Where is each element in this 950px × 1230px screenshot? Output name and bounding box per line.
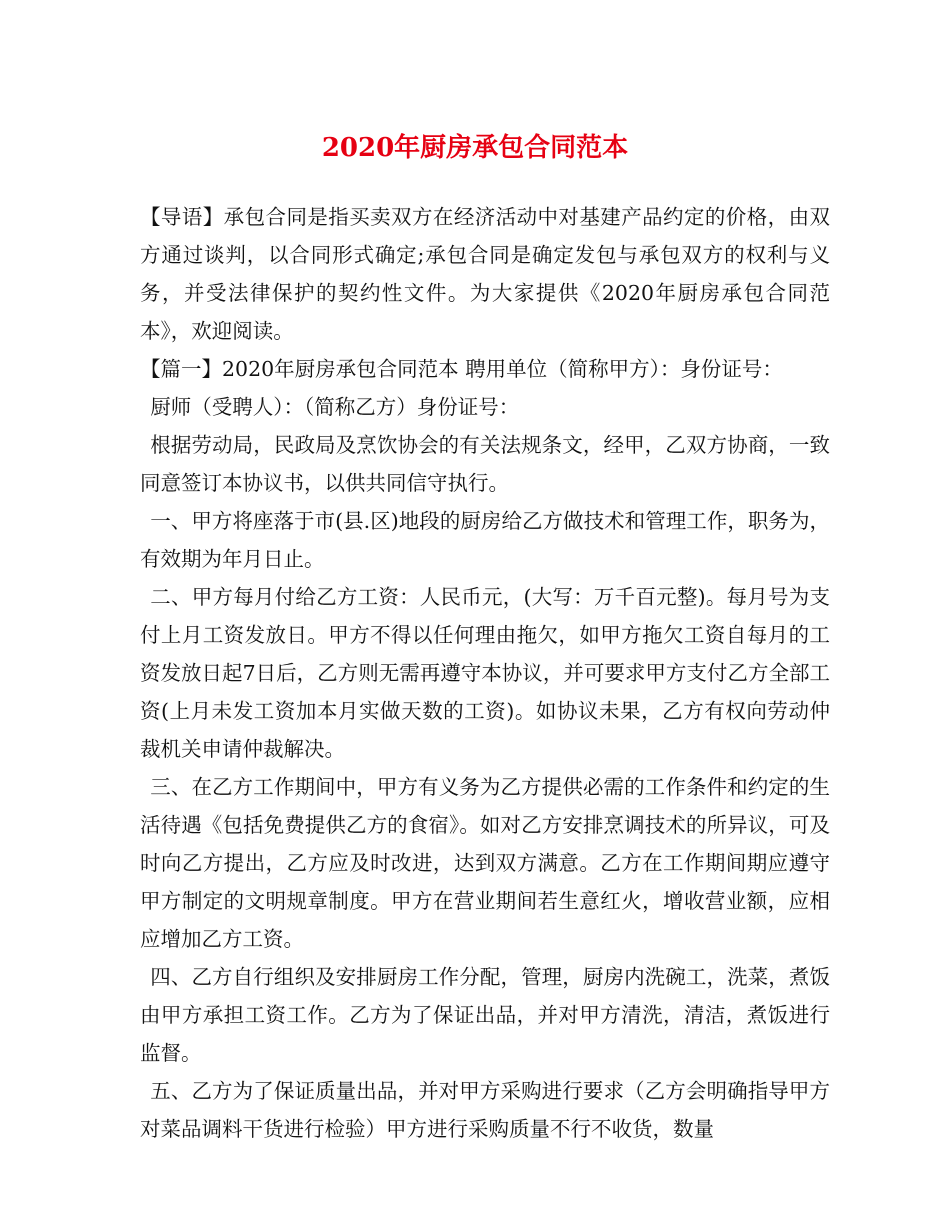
document-body xyxy=(140,198,830,1148)
paragraph-chef-id: 厨师（受聘人）：（简称乙方）身份证号： xyxy=(150,395,520,419)
paragraph-clause-3: 三、在乙方工作期间中，甲方有义务为乙方提供必需的工作条件和约定的生活待遇《包括免费提供乙方的食宿》。如对乙方安排烹调技术的所异议，可及时向乙方提出，乙方应及时改进，达到双方满意。乙方在工作期间期应遵守甲方制定的文明规章制度。甲方在营业期间若生意红火，增收营业额，应相应增加乙方工资。 xyxy=(140,775,830,951)
paragraph-clause-4: 四、乙方自行组织及安排厨房工作分配，管理，厨房内洗碗工，洗菜，煮饭由甲方承担工资工作。乙方为了保证出品，并对甲方清洗，清洁，煮饭进行监督。 xyxy=(140,965,830,1065)
paragraph-intro: 【导语】承包合同是指买卖双方在经济活动中对基建产品约定的价格，由双方通过谈判，以合同形式确定;承包合同是确定发包与承包双方的权利与义务，并受法律保护的契约性文件。为大家提供《2020年厨房承包合同范本》，欢迎阅读。 xyxy=(140,205,830,343)
paragraph-basis: 根据劳动局，民政局及烹饮协会的有关法规条文，经甲，乙双方协商，一致同意签订本协议书，以供共同信守执行。 xyxy=(140,433,830,495)
document-title: 2020年厨房承包合同范本 xyxy=(321,133,629,163)
paragraph-clause-2: 二、甲方每月付给乙方工资：人民币元，(大写：万千百元整)。每月号为支付上月工资发放日。甲方不得以任何理由拖欠，如甲方拖欠工资自每月的工资发放日起7日后，乙方则无需再遵守本协议，并可要求甲方支付乙方全部工资(上月未发工资加本月实做天数的工资)。如协议未果，乙方有权向劳动仲裁机关申请仲裁解决。 xyxy=(140,585,830,761)
paragraph-clause-5: 五、乙方为了保证质量出品，并对甲方采购进行要求（乙方会明确指导甲方对菜品调料干货进行检验）甲方进行采购质量不行不收货，数量 xyxy=(140,1079,830,1141)
paragraph-clause-1: 一、甲方将座落于市(县.区)地段的厨房给乙方做技术和管理工作，职务为，有效期为年月日止。 xyxy=(140,509,830,571)
paragraph-part-one-heading: 【篇一】2020年厨房承包合同范本 聘用单位（简称甲方）：身份证号： xyxy=(140,357,783,381)
